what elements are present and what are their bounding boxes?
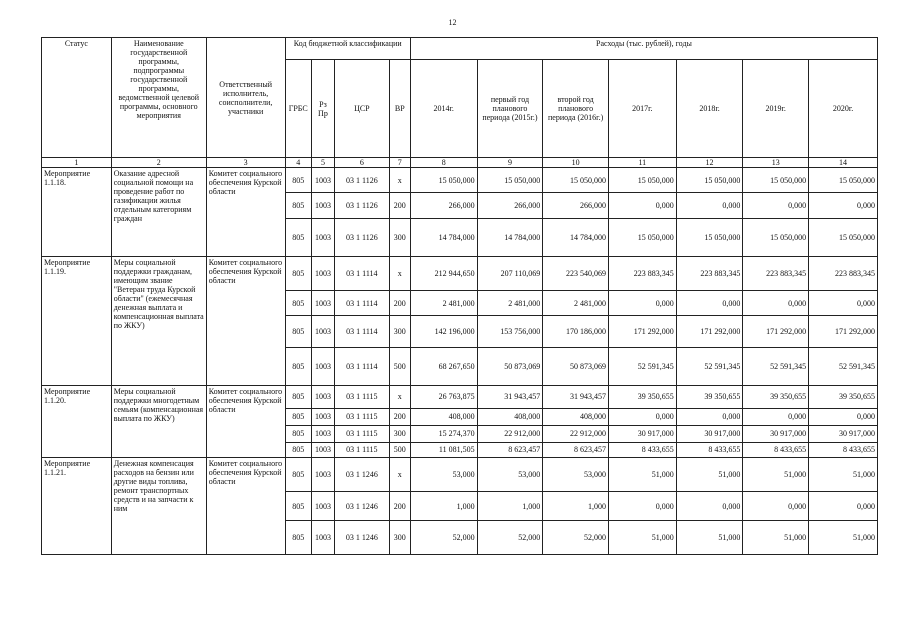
rzpr-cell: 1003 xyxy=(311,193,334,218)
rzpr-cell: 1003 xyxy=(311,316,334,348)
amount-cell: 1,000 xyxy=(477,492,543,521)
column-number: 6 xyxy=(335,158,390,168)
amount-cell: 0,000 xyxy=(743,408,809,425)
amount-cell: 31 943,457 xyxy=(543,386,609,408)
header-year-2019: 2019г. xyxy=(743,60,809,158)
csr-cell: 03 1 1115 xyxy=(335,408,390,425)
amount-cell: 171 292,000 xyxy=(608,316,676,348)
amount-cell: 11 081,505 xyxy=(410,442,477,458)
grbs-cell: 805 xyxy=(285,458,311,492)
amount-cell: 15 050,000 xyxy=(743,168,809,193)
column-number: 10 xyxy=(543,158,609,168)
grbs-cell: 805 xyxy=(285,290,311,315)
vr-cell: 500 xyxy=(389,348,410,386)
amount-cell: 0,000 xyxy=(676,290,743,315)
amount-cell: 15 050,000 xyxy=(543,168,609,193)
amount-cell: 0,000 xyxy=(743,290,809,315)
amount-cell: 31 943,457 xyxy=(477,386,543,408)
rzpr-cell: 1003 xyxy=(311,386,334,408)
header-rzpr: Рз Пр xyxy=(311,60,334,158)
amount-cell: 0,000 xyxy=(809,408,878,425)
column-number: 5 xyxy=(311,158,334,168)
table-row xyxy=(42,458,878,492)
amount-cell: 14 784,000 xyxy=(410,218,477,256)
header-vr: ВР xyxy=(389,60,410,158)
csr-cell: 03 1 1115 xyxy=(335,425,390,442)
amount-cell: 0,000 xyxy=(608,193,676,218)
table-header xyxy=(42,38,878,168)
amount-cell: 408,000 xyxy=(410,408,477,425)
amount-cell: 170 186,000 xyxy=(543,316,609,348)
amount-cell: 15 050,000 xyxy=(809,168,878,193)
grbs-cell: 805 xyxy=(285,218,311,256)
column-number: 7 xyxy=(389,158,410,168)
amount-cell: 39 350,655 xyxy=(608,386,676,408)
amount-cell: 2 481,000 xyxy=(543,290,609,315)
csr-cell: 03 1 1114 xyxy=(335,316,390,348)
amount-cell: 51,000 xyxy=(809,458,878,492)
rzpr-cell: 1003 xyxy=(311,408,334,425)
amount-cell: 207 110,069 xyxy=(477,257,543,291)
measure-name: Меры социальной поддержки гражданам, имеющим звание "Ветеран труда Курской области" (ежемесячная денежная выплата и компенсационная выплата по ЖКУ) xyxy=(111,257,206,386)
measure-status: Мероприятие 1.1.21. xyxy=(42,458,112,555)
vr-cell: 200 xyxy=(389,290,410,315)
amount-cell: 52,000 xyxy=(543,520,609,554)
amount-cell: 212 944,650 xyxy=(410,257,477,291)
rzpr-cell: 1003 xyxy=(311,492,334,521)
amount-cell: 0,000 xyxy=(676,193,743,218)
amount-cell: 171 292,000 xyxy=(809,316,878,348)
amount-cell: 39 350,655 xyxy=(809,386,878,408)
measure-name: Меры социальной поддержки многодетным семьям (компенсационная выплата по ЖКУ) xyxy=(111,386,206,458)
amount-cell: 30 917,000 xyxy=(676,425,743,442)
column-number: 11 xyxy=(608,158,676,168)
amount-cell: 0,000 xyxy=(608,408,676,425)
csr-cell: 03 1 1114 xyxy=(335,348,390,386)
measure-name: Оказание адресной социальной помощи на проведение работ по газификации жилья отдельным категориям граждан xyxy=(111,168,206,257)
amount-cell: 8 623,457 xyxy=(477,442,543,458)
vr-cell: 500 xyxy=(389,442,410,458)
amount-cell: 14 784,000 xyxy=(543,218,609,256)
table-row xyxy=(42,257,878,291)
amount-cell: 14 784,000 xyxy=(477,218,543,256)
column-number: 2 xyxy=(111,158,206,168)
amount-cell: 52,000 xyxy=(477,520,543,554)
csr-cell: 03 1 1126 xyxy=(335,218,390,256)
amount-cell: 0,000 xyxy=(743,492,809,521)
vr-cell: 300 xyxy=(389,425,410,442)
column-number: 1 xyxy=(42,158,112,168)
csr-cell: 03 1 1126 xyxy=(335,168,390,193)
csr-cell: 03 1 1246 xyxy=(335,458,390,492)
grbs-cell: 805 xyxy=(285,425,311,442)
amount-cell: 15 050,000 xyxy=(809,218,878,256)
amount-cell: 50 873,069 xyxy=(543,348,609,386)
grbs-cell: 805 xyxy=(285,257,311,291)
rzpr-cell: 1003 xyxy=(311,458,334,492)
amount-cell: 8 433,655 xyxy=(676,442,743,458)
amount-cell: 408,000 xyxy=(477,408,543,425)
amount-cell: 2 481,000 xyxy=(410,290,477,315)
csr-cell: 03 1 1246 xyxy=(335,520,390,554)
amount-cell: 51,000 xyxy=(743,458,809,492)
amount-cell: 8 623,457 xyxy=(543,442,609,458)
vr-cell: 300 xyxy=(389,520,410,554)
header-name: Наименование государственной программы, подпрограммы государственной программы, ведомственной целевой программы, основного мероприятия xyxy=(111,38,206,158)
header-year-2015: первый год планового периода (2015г.) xyxy=(477,60,543,158)
table-row xyxy=(42,168,878,193)
measure-name: Денежная компенсация расходов на бензин или другие виды топлива, ремонт транспортных средств и на запчасти к ним xyxy=(111,458,206,555)
rzpr-cell: 1003 xyxy=(311,290,334,315)
vr-cell: х xyxy=(389,386,410,408)
amount-cell: 0,000 xyxy=(608,492,676,521)
grbs-cell: 805 xyxy=(285,386,311,408)
amount-cell: 30 917,000 xyxy=(809,425,878,442)
amount-cell: 15 050,000 xyxy=(477,168,543,193)
measure-status: Мероприятие 1.1.19. xyxy=(42,257,112,386)
amount-cell: 52 591,345 xyxy=(809,348,878,386)
column-number: 14 xyxy=(809,158,878,168)
amount-cell: 8 433,655 xyxy=(743,442,809,458)
vr-cell: х xyxy=(389,257,410,291)
rzpr-cell: 1003 xyxy=(311,520,334,554)
header-csr: ЦСР xyxy=(335,60,390,158)
table-body xyxy=(42,168,878,555)
amount-cell: 8 433,655 xyxy=(809,442,878,458)
column-number-row xyxy=(42,158,878,168)
measure-executor: Комитет социального обеспечения Курской области xyxy=(206,386,285,458)
measure-status: Мероприятие 1.1.20. xyxy=(42,386,112,458)
amount-cell: 15 050,000 xyxy=(676,168,743,193)
vr-cell: х xyxy=(389,458,410,492)
amount-cell: 15 050,000 xyxy=(676,218,743,256)
amount-cell: 266,000 xyxy=(477,193,543,218)
measure-executor: Комитет социального обеспечения Курской области xyxy=(206,257,285,386)
csr-cell: 03 1 1115 xyxy=(335,386,390,408)
amount-cell: 8 433,655 xyxy=(608,442,676,458)
grbs-cell: 805 xyxy=(285,442,311,458)
amount-cell: 15 050,000 xyxy=(608,218,676,256)
amount-cell: 53,000 xyxy=(477,458,543,492)
vr-cell: 200 xyxy=(389,408,410,425)
vr-cell: 200 xyxy=(389,193,410,218)
header-executor: Ответственный исполнитель, соисполнители, участники xyxy=(206,38,285,158)
vr-cell: 200 xyxy=(389,492,410,521)
rzpr-cell: 1003 xyxy=(311,257,334,291)
grbs-cell: 805 xyxy=(285,348,311,386)
amount-cell: 39 350,655 xyxy=(743,386,809,408)
header-year-2014: 2014г. xyxy=(410,60,477,158)
amount-cell: 171 292,000 xyxy=(743,316,809,348)
amount-cell: 0,000 xyxy=(676,492,743,521)
amount-cell: 51,000 xyxy=(676,520,743,554)
amount-cell: 0,000 xyxy=(809,290,878,315)
header-grbs: ГРБС xyxy=(285,60,311,158)
amount-cell: 52,000 xyxy=(410,520,477,554)
amount-cell: 15 050,000 xyxy=(410,168,477,193)
amount-cell: 266,000 xyxy=(543,193,609,218)
header-year-2017: 2017г. xyxy=(608,60,676,158)
amount-cell: 51,000 xyxy=(608,458,676,492)
page-number: 12 xyxy=(448,18,457,27)
amount-cell: 53,000 xyxy=(543,458,609,492)
header-year-2018: 2018г. xyxy=(676,60,743,158)
measure-executor: Комитет социального обеспечения Курской области xyxy=(206,168,285,257)
amount-cell: 2 481,000 xyxy=(477,290,543,315)
amount-cell: 408,000 xyxy=(543,408,609,425)
grbs-cell: 805 xyxy=(285,316,311,348)
amount-cell: 50 873,069 xyxy=(477,348,543,386)
amount-cell: 30 917,000 xyxy=(743,425,809,442)
measure-status: Мероприятие 1.1.18. xyxy=(42,168,112,257)
amount-cell: 30 917,000 xyxy=(608,425,676,442)
column-number: 4 xyxy=(285,158,311,168)
amount-cell: 153 756,000 xyxy=(477,316,543,348)
amount-cell: 68 267,650 xyxy=(410,348,477,386)
header-expenses: Расходы (тыс. рублей), годы xyxy=(410,38,877,60)
rzpr-cell: 1003 xyxy=(311,168,334,193)
amount-cell: 22 912,000 xyxy=(543,425,609,442)
amount-cell: 0,000 xyxy=(676,408,743,425)
amount-cell: 51,000 xyxy=(608,520,676,554)
amount-cell: 15 050,000 xyxy=(608,168,676,193)
rzpr-cell: 1003 xyxy=(311,218,334,256)
amount-cell: 39 350,655 xyxy=(676,386,743,408)
header-kbk: Код бюджетной классификации xyxy=(285,38,410,60)
vr-cell: х xyxy=(389,168,410,193)
table-row xyxy=(42,386,878,408)
amount-cell: 223 883,345 xyxy=(809,257,878,291)
grbs-cell: 805 xyxy=(285,492,311,521)
amount-cell: 1,000 xyxy=(410,492,477,521)
grbs-cell: 805 xyxy=(285,193,311,218)
column-number: 9 xyxy=(477,158,543,168)
csr-cell: 03 1 1126 xyxy=(335,193,390,218)
amount-cell: 26 763,875 xyxy=(410,386,477,408)
amount-cell: 51,000 xyxy=(743,520,809,554)
amount-cell: 0,000 xyxy=(809,492,878,521)
rzpr-cell: 1003 xyxy=(311,442,334,458)
csr-cell: 03 1 1114 xyxy=(335,257,390,291)
amount-cell: 52 591,345 xyxy=(743,348,809,386)
csr-cell: 03 1 1115 xyxy=(335,442,390,458)
amount-cell: 51,000 xyxy=(676,458,743,492)
amount-cell: 266,000 xyxy=(410,193,477,218)
header-status: Статус xyxy=(42,38,112,158)
column-number: 12 xyxy=(676,158,743,168)
amount-cell: 1,000 xyxy=(543,492,609,521)
header-year-2016: второй год планового периода (2016г.) xyxy=(543,60,609,158)
amount-cell: 0,000 xyxy=(809,193,878,218)
amount-cell: 22 912,000 xyxy=(477,425,543,442)
amount-cell: 53,000 xyxy=(410,458,477,492)
csr-cell: 03 1 1246 xyxy=(335,492,390,521)
vr-cell: 300 xyxy=(389,218,410,256)
amount-cell: 223 540,069 xyxy=(543,257,609,291)
amount-cell: 15 274,370 xyxy=(410,425,477,442)
rzpr-cell: 1003 xyxy=(311,348,334,386)
column-number: 13 xyxy=(743,158,809,168)
grbs-cell: 805 xyxy=(285,408,311,425)
amount-cell: 52 591,345 xyxy=(676,348,743,386)
amount-cell: 223 883,345 xyxy=(676,257,743,291)
amount-cell: 15 050,000 xyxy=(743,218,809,256)
amount-cell: 223 883,345 xyxy=(743,257,809,291)
header-year-2020: 2020г. xyxy=(809,60,878,158)
measure-executor: Комитет социального обеспечения Курской области xyxy=(206,458,285,555)
amount-cell: 0,000 xyxy=(743,193,809,218)
amount-cell: 142 196,000 xyxy=(410,316,477,348)
grbs-cell: 805 xyxy=(285,520,311,554)
rzpr-cell: 1003 xyxy=(311,425,334,442)
amount-cell: 52 591,345 xyxy=(608,348,676,386)
budget-table xyxy=(41,37,878,555)
amount-cell: 223 883,345 xyxy=(608,257,676,291)
csr-cell: 03 1 1114 xyxy=(335,290,390,315)
amount-cell: 0,000 xyxy=(608,290,676,315)
column-number: 8 xyxy=(410,158,477,168)
grbs-cell: 805 xyxy=(285,168,311,193)
column-number: 3 xyxy=(206,158,285,168)
vr-cell: 300 xyxy=(389,316,410,348)
amount-cell: 51,000 xyxy=(809,520,878,554)
amount-cell: 171 292,000 xyxy=(676,316,743,348)
